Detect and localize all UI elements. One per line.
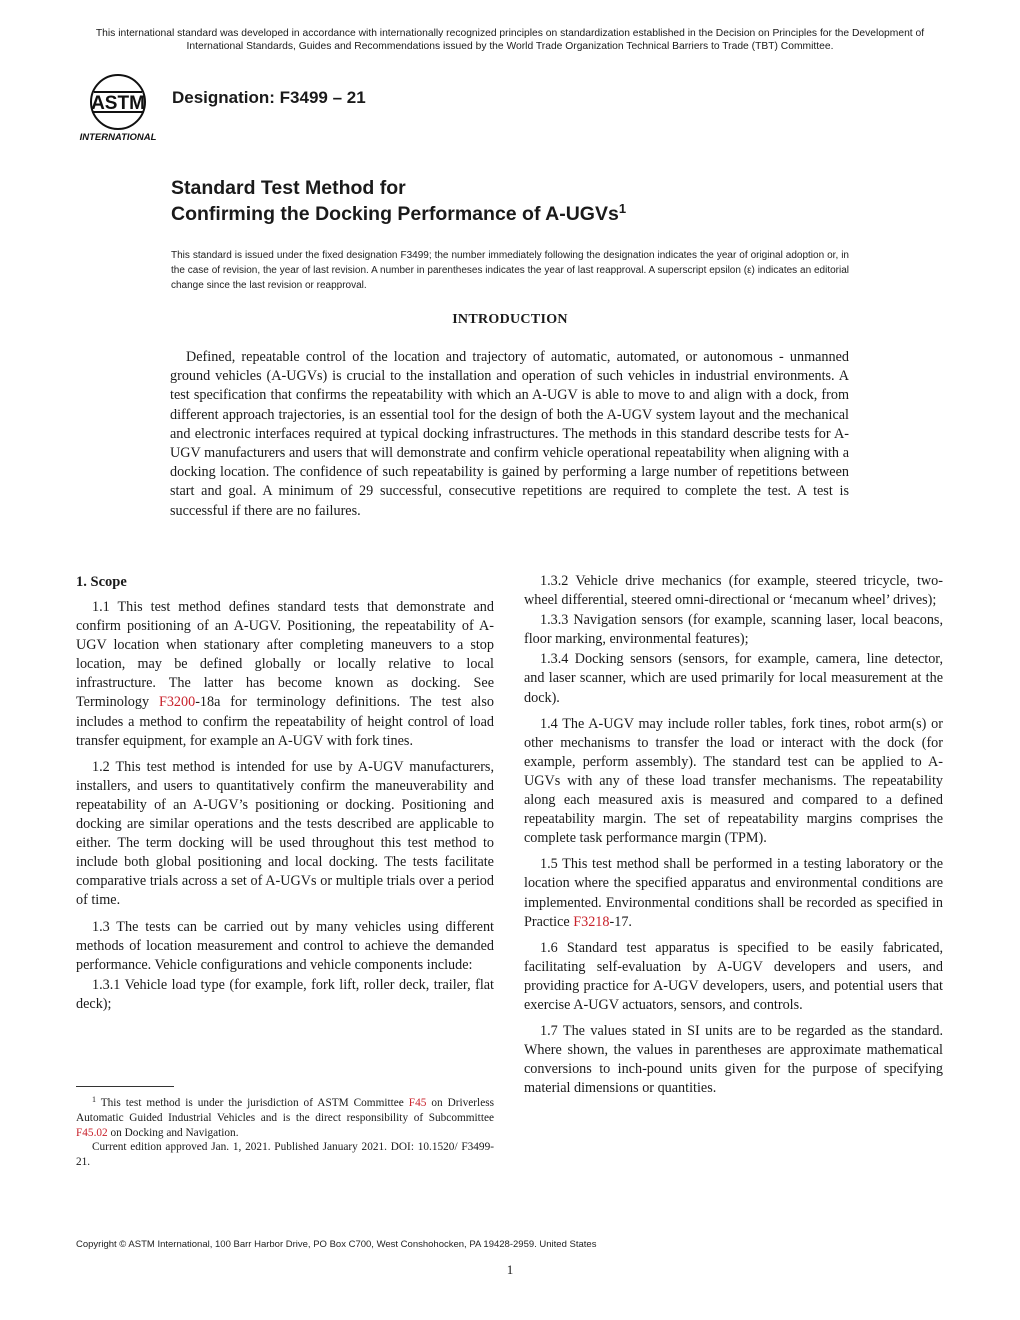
section-1-7: 1.7 The values stated in SI units are to be regarded as the standard. Where shown, the values in parentheses are approximate mathematical conversions to inch-pound units given for the purpose of specifying material dimensions or quantities. xyxy=(524,1023,943,1097)
logo-caption: INTERNATIONAL xyxy=(79,132,157,143)
section-1-3-2: 1.3.2 Vehicle drive mechanics (for example, steered tricycle, two-wheel differential, steered omni-directional or ‘mecanum wheel’ drives); xyxy=(524,573,943,609)
section-1-3-4: 1.3.4 Docking sensors (sensors, for example, camera, line detector, and laser scanner, which are used primarily for local measurement at the dock). xyxy=(524,651,943,706)
right-column xyxy=(524,572,943,1105)
footnote-marker: 1 xyxy=(92,1095,96,1104)
copyright-line: Copyright © ASTM International, 100 Barr Harbor Drive, PO Box C700, West Conshohocken, PA 19428-2959. United States xyxy=(76,1239,597,1250)
title-line-2: Confirming the Docking Performance of A-UGVs$^1$ xyxy=(171,201,627,225)
page-number: 1 xyxy=(506,1262,514,1277)
f3200-link[interactable]: F3200 xyxy=(158,694,196,711)
wto-notice: This international standard was developed in accordance with internationally recognized principles on standardization established in the Decision on Principles for the Development of International Standards, Guides and Recommendations issued by the World Trade Organization Technical Barriers to Trade (TBT) Committee. xyxy=(95,28,925,52)
issuance-note: This standard is issued under the fixed designation F3499; the number immediately following the designation indicates the year of original adoption or, in the case of revision, the year of last revision. A number in parentheses indicates the year of last reapproval. A superscript epsilon (ε) indicates an editorial change since the last revision or reapproval. xyxy=(171,250,849,291)
section-1-3-1: 1.3.1 Vehicle load type (for example, fork lift, roller deck, trailer, flat deck); xyxy=(76,976,494,1012)
footnote xyxy=(76,1096,494,1170)
scope-heading: 1. Scope xyxy=(76,574,127,590)
section-1-6: 1.6 Standard test apparatus is specified to be easily fabricated, facilitating self-evaluation by A-UGV developers and users, and providing practice for A-UGV developers, users, and potential users that exercise A-UGV actuators, sensors, and controls. xyxy=(524,939,943,1013)
footnote-jurisdiction: $^1$ This test method is under the jurisdiction of ASTM Committee F45 on Driverless Automatic Guided Industrial Vehicles and is the direct responsibility of Subcommittee F45.02 on Docking and Navigation. xyxy=(76,1095,494,1139)
title-line-1: Standard Test Method for xyxy=(171,177,406,199)
f45-02-link[interactable]: F45.02 xyxy=(76,1126,108,1139)
document-title xyxy=(171,175,871,227)
introduction-heading: INTRODUCTION xyxy=(452,312,568,327)
section-1-3-3: 1.3.3 Navigation sensors (for example, scanning laser, local beacons, floor marking, environmental features); xyxy=(524,612,943,648)
logo-letters: ASTM xyxy=(91,93,145,114)
f45-link[interactable]: F45 xyxy=(408,1097,427,1109)
section-1-2: 1.2 This test method is intended for use by A-UGV manufacturers, installers, and users to quantitatively confirm the maneuverability and repeatability of an A-UGV’s positioning or docking. Positioning and docking are similar operations and the tests described are applicable to either. The term docking will be used throughout this test method to include both global positioning and local docking. The tests facilitate comparative trials across a set of A-UGVs or multiple trials over a period of time. xyxy=(76,758,494,909)
left-column xyxy=(76,572,494,1021)
title-footnote-ref[interactable]: 1 xyxy=(618,201,627,216)
section-1-5: 1.5 This test method shall be performed in a testing laboratory or the location where the specified apparatus and environmental conditions are implemented. Environmental conditions shall be recorded as specified in Practice F3218-17. xyxy=(524,856,943,930)
astm-logo xyxy=(74,72,162,146)
footnote-divider xyxy=(76,1086,174,1087)
section-1-4: 1.4 The A-UGV may include roller tables, fork tines, robot arm(s) or other mechanisms to transfer the load or interact with the dock (for example, perform assembly). The standard test can be applied to A-UGVs with any of these load transfer mechanisms. The repeatability along each measured axis is measured and compared to a defined repeatability margin. The set of repeatability margins comprises the complete task performance margin (TPM). xyxy=(524,715,943,847)
f3218-link[interactable]: F3218 xyxy=(573,913,610,930)
designation: Designation: F3499 – 21 xyxy=(172,88,366,107)
section-1-1: 1.1 This test method defines standard tests that demonstrate and confirm positioning of an A-UGV. Positioning, the repeatability of A-UGV location when stationary after completing maneuvers to a stop location, may be defined globally or locally relative to local infrastructure. The latter has become known as docking. See Terminology F3200-18a for terminology definitions. The test also includes a method to confirm the repeatability of height control of load transfer equipment, for example an A-UGV with fork tines. xyxy=(76,599,494,749)
footnote-approval: Current edition approved Jan. 1, 2021. Published January 2021. DOI: 10.1520/ F3499-21. xyxy=(76,1141,494,1169)
section-1-3: 1.3 The tests can be carried out by many vehicles using different methods of location measurement and control to achieve the demanded performance. Vehicle configurations and vehicle components include: xyxy=(76,918,494,973)
introduction-body: Defined, repeatable control of the location and trajectory of automatic, automated, or autonomous - unmanned ground vehicles (A-UGVs) is crucial to the installation and operation of such vehicles in industrial environments. A test specification that confirms the repeatability with which an A-UGV is able to move to and align with a dock, from different approach trajectories, is an essential tool for the design of both the A-UGV system layout and the mechanical and electronic interfaces required at typical docking infrastructures. The methods in this standard describe tests for A-UGV manufacturers and users that will demonstrate and confirm vehicle operational repeatability when aligning with a docking location. The confidence of such repeatability is gained by performing a large number of repetitions between start and goal. A minimum of 29 successful, consecutive repetitions are required to complete the test. A test is successful if there are no failures. xyxy=(170,349,849,519)
